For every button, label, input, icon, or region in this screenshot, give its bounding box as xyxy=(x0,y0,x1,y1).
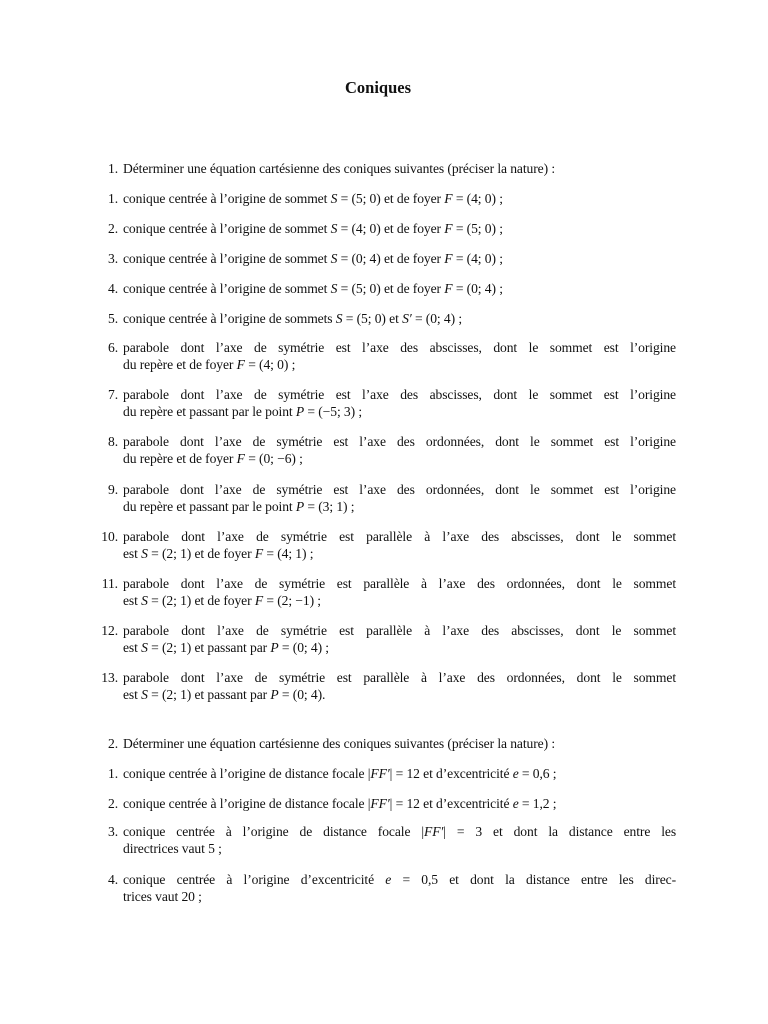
item-number: 13. xyxy=(101,670,118,685)
text-segment: parabole dont l’axe de symétrie est parallèle à l’axe des ordonnées, dont le sommet xyxy=(123,576,676,591)
item-text-line xyxy=(123,280,676,297)
item-text-line xyxy=(123,840,676,857)
text-segment: conique centrée à l’origine de sommet xyxy=(123,251,331,266)
item-text-line xyxy=(123,450,676,467)
item-text-line xyxy=(123,498,676,515)
item-text-line xyxy=(123,481,676,498)
math-variable: S xyxy=(335,311,343,326)
item-text-line xyxy=(123,871,676,888)
math-variable: e xyxy=(385,872,392,887)
item-number: 12. xyxy=(101,623,118,638)
math-variable: S xyxy=(141,687,148,702)
text-segment: = (2; 1) et passant par xyxy=(147,640,271,655)
item-number: 8. xyxy=(108,434,118,449)
math-variable: P xyxy=(270,640,279,655)
text-segment: du repère et de foyer xyxy=(123,451,237,466)
text-segment: = (0; 4) ; xyxy=(452,281,503,296)
text-segment: = 0,5 et dont la distance entre les direc- xyxy=(391,872,677,887)
text-segment: parabole dont l’axe de symétrie est l’axe des abscisses, dont le sommet est l’origine xyxy=(123,340,676,355)
item-text-line xyxy=(123,545,676,562)
text-segment: directrices vaut 5 ; xyxy=(123,841,222,856)
math-variable: S xyxy=(330,221,338,236)
item-text xyxy=(123,310,676,327)
text-segment: = (5; 0) et de foyer xyxy=(337,191,445,206)
item-number: 4. xyxy=(108,281,118,296)
exercise-number: 1. xyxy=(108,161,118,176)
item-text xyxy=(123,190,676,207)
item-text-line xyxy=(123,250,676,267)
text-segment: = (5; 0) ; xyxy=(452,221,503,236)
text-segment: parabole dont l’axe de symétrie est parallèle à l’axe des abscisses, dont le sommet xyxy=(123,623,676,638)
text-segment: conique centrée à l’origine de sommet xyxy=(123,281,331,296)
math-variable: S xyxy=(141,593,148,608)
text-segment: = 0,6 ; xyxy=(518,766,557,781)
item-number: 1. xyxy=(108,191,118,206)
item-text xyxy=(123,250,676,267)
math-variable: S′ xyxy=(402,311,412,326)
item-text-line xyxy=(123,575,676,592)
text-segment: du repère et de foyer xyxy=(123,357,237,372)
math-variable: F xyxy=(444,281,453,296)
item-number: 6. xyxy=(108,340,118,355)
text-segment: = (0; 4) ; xyxy=(411,311,463,326)
text-segment: = 1,2 ; xyxy=(518,796,557,811)
item-text-line xyxy=(123,639,676,656)
math-variable: F xyxy=(444,221,453,236)
text-segment: = (5; 0) et de foyer xyxy=(337,281,445,296)
item-text xyxy=(123,795,676,812)
text-segment: parabole dont l’axe de symétrie est l’axe des ordonnées, dont le sommet est l’origine xyxy=(123,434,676,449)
text-segment: conique centrée à l’origine de distance focale | xyxy=(123,796,371,811)
item-text-line xyxy=(123,386,676,403)
item-text xyxy=(123,433,676,467)
exercise-instruction: Déterminer une équation cartésienne des coniques suivantes (préciser la nature) : xyxy=(123,736,556,751)
text-segment: = (4; 0) ; xyxy=(452,191,503,206)
item-text-line xyxy=(123,339,676,356)
math-variable: FF′ xyxy=(424,824,444,839)
item-text-line xyxy=(123,403,676,420)
math-variable: F xyxy=(254,546,264,561)
text-segment: est xyxy=(123,546,142,561)
text-segment: est xyxy=(123,687,142,702)
item-text-line xyxy=(123,686,676,703)
item-number: 1. xyxy=(108,766,118,781)
item-text xyxy=(123,220,676,237)
math-variable: F xyxy=(444,191,453,206)
text-segment: = (2; −1) ; xyxy=(263,593,321,608)
text-segment: trices vaut 20 ; xyxy=(123,889,202,904)
text-segment: = (0; 4). xyxy=(278,687,326,702)
item-text-line xyxy=(123,795,676,812)
text-segment: = (2; 1) et de foyer xyxy=(147,546,255,561)
item-number: 9. xyxy=(108,482,118,497)
text-segment: = (0; 4) ; xyxy=(278,640,329,655)
item-text xyxy=(123,669,676,703)
item-text-line xyxy=(123,220,676,237)
item-text-line xyxy=(123,765,676,782)
item-text-line xyxy=(123,528,676,545)
text-segment: = (4; 0) ; xyxy=(452,251,503,266)
item-text-line xyxy=(123,433,676,450)
item-text xyxy=(123,528,676,562)
item-text-line xyxy=(123,592,676,609)
math-variable: S xyxy=(330,191,338,206)
math-variable: P xyxy=(270,687,279,702)
text-segment: conique centrée à l’origine de sommet xyxy=(123,221,331,236)
text-segment: = (4; 0) ; xyxy=(244,357,296,372)
item-text xyxy=(123,481,676,515)
math-variable: S xyxy=(330,281,338,296)
item-text xyxy=(123,823,676,857)
item-text-line xyxy=(123,356,676,373)
item-text xyxy=(123,765,676,782)
text-segment: parabole dont l’axe de symétrie est l’axe des abscisses, dont le sommet est l’origine xyxy=(123,387,676,402)
text-segment: parabole dont l’axe de symétrie est parallèle à l’axe des abscisses, dont le sommet xyxy=(123,529,676,544)
text-segment: | = 12 et d’excentricité xyxy=(389,796,513,811)
math-variable: P xyxy=(295,499,305,514)
math-variable: S xyxy=(330,251,338,266)
text-segment: parabole dont l’axe de symétrie est l’axe des ordonnées, dont le sommet est l’origine xyxy=(123,482,676,497)
text-segment: = (2; 1) et de foyer xyxy=(147,593,255,608)
math-variable: e xyxy=(512,766,519,781)
item-number: 3. xyxy=(108,824,118,839)
text-segment: parabole dont l’axe de symétrie est parallèle à l’axe des ordonnées, dont le sommet xyxy=(123,670,676,685)
item-number: 11. xyxy=(101,576,118,591)
text-segment: = (0; −6) ; xyxy=(244,451,303,466)
text-segment: = (5; 0) et xyxy=(342,311,403,326)
text-segment: conique centrée à l’origine de sommet xyxy=(123,191,331,206)
item-text xyxy=(123,386,676,420)
item-text xyxy=(123,622,676,656)
text-segment: du repère et passant par le point xyxy=(123,404,296,419)
item-text-line xyxy=(123,888,676,905)
page-title: Coniques xyxy=(344,78,412,97)
item-text-line xyxy=(123,310,676,327)
exercise-instruction: Déterminer une équation cartésienne des coniques suivantes (préciser la nature) : xyxy=(123,161,556,176)
text-segment: conique centrée à l’origine d’excentricité xyxy=(123,872,386,887)
text-segment: conique centrée à l’origine de distance focale | xyxy=(123,766,371,781)
item-number: 2. xyxy=(108,221,118,236)
item-text xyxy=(123,280,676,297)
text-segment: conique centrée à l’origine de sommets xyxy=(123,311,336,326)
math-variable: P xyxy=(295,404,305,419)
item-text xyxy=(123,871,676,905)
item-number: 10. xyxy=(101,529,118,544)
math-variable: F xyxy=(254,593,264,608)
item-text-line xyxy=(123,823,676,840)
item-number: 4. xyxy=(108,872,118,887)
text-segment: = (0; 4) et de foyer xyxy=(337,251,445,266)
item-text-line xyxy=(123,190,676,207)
math-variable: FF′ xyxy=(370,796,390,811)
text-segment: = (2; 1) et passant par xyxy=(147,687,271,702)
math-variable: F xyxy=(236,357,245,372)
text-segment: conique centrée à l’origine de distance focale | xyxy=(123,824,424,839)
exercise-number: 2. xyxy=(108,736,118,751)
item-text-line xyxy=(123,622,676,639)
text-segment: | = 12 et d’excentricité xyxy=(389,766,513,781)
item-text-line xyxy=(123,669,676,686)
math-variable: F xyxy=(236,451,245,466)
text-segment: | = 3 et dont la distance entre les xyxy=(443,824,677,839)
text-segment: = (−5; 3) ; xyxy=(304,404,363,419)
math-variable: S xyxy=(141,546,148,561)
item-number: 2. xyxy=(108,796,118,811)
item-number: 7. xyxy=(108,387,118,402)
item-number: 5. xyxy=(108,311,118,326)
text-segment: = (3; 1) ; xyxy=(304,499,355,514)
math-variable: S xyxy=(141,640,148,655)
math-variable: F xyxy=(444,251,453,266)
item-number: 3. xyxy=(108,251,118,266)
text-segment: du repère et passant par le point xyxy=(123,499,296,514)
text-segment: est xyxy=(123,640,142,655)
text-segment: est xyxy=(123,593,142,608)
text-segment: = (4; 1) ; xyxy=(263,546,314,561)
item-text xyxy=(123,575,676,609)
math-variable: e xyxy=(512,796,519,811)
item-text xyxy=(123,339,676,373)
text-segment: = (4; 0) et de foyer xyxy=(337,221,445,236)
math-variable: FF′ xyxy=(370,766,390,781)
